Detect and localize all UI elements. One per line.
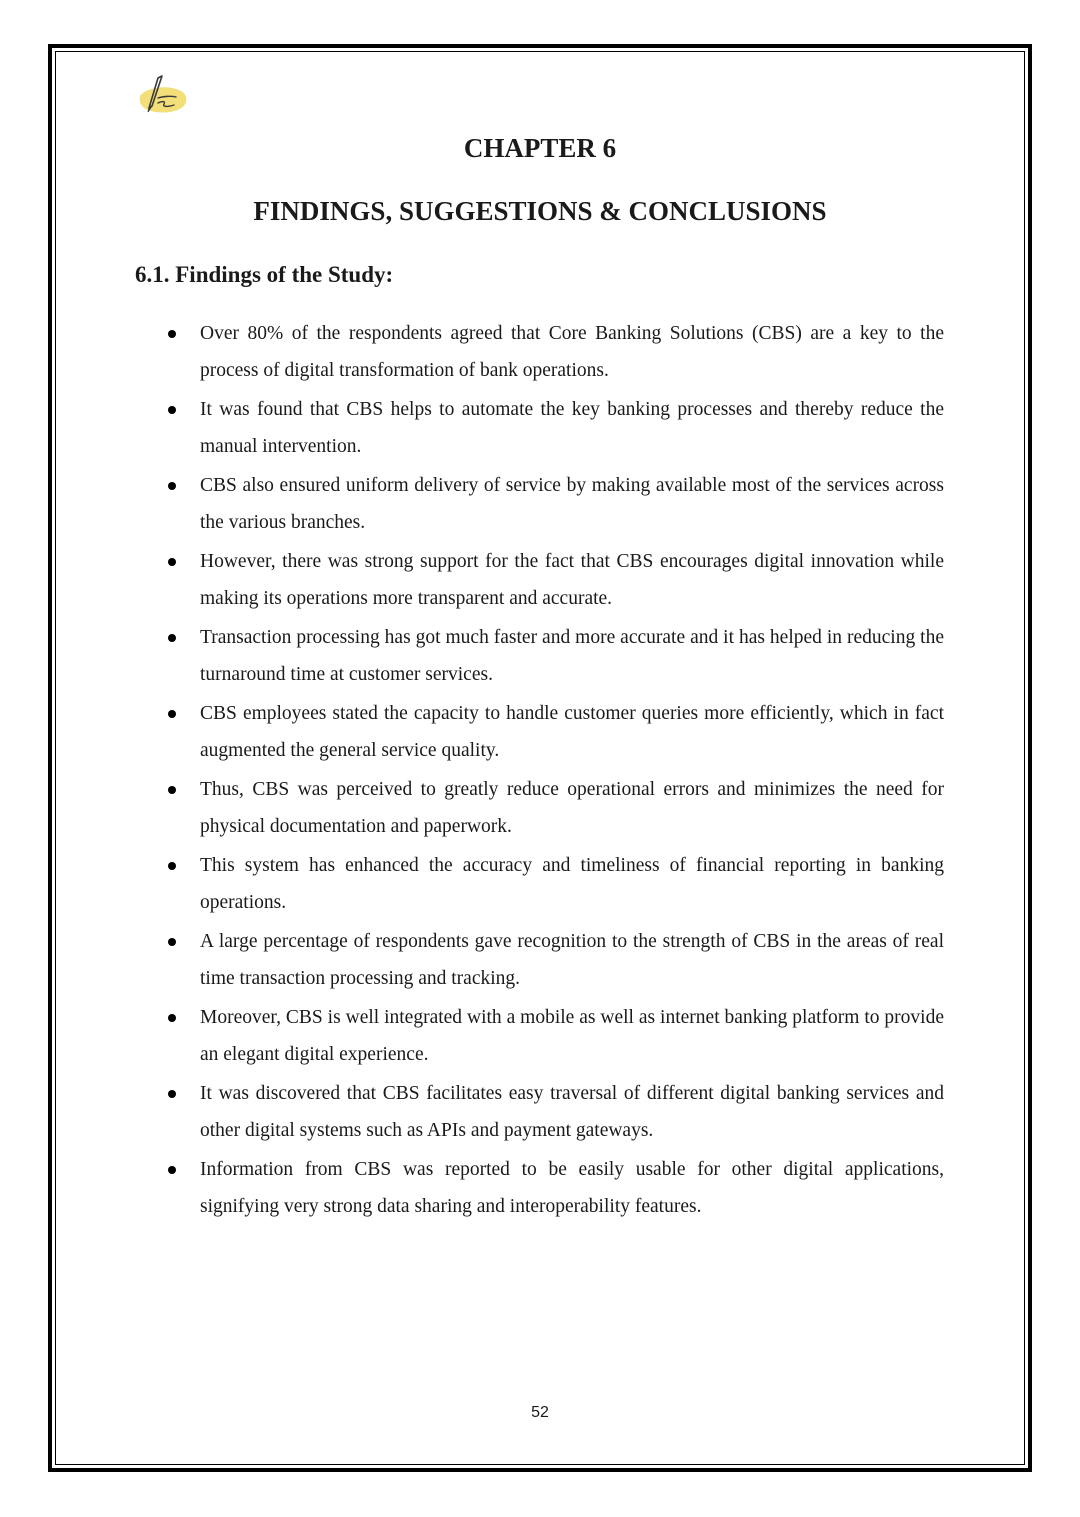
list-item <box>0 999 944 1073</box>
bullet-icon <box>168 786 176 794</box>
finding-text: Over 80% of the respondents agreed that Core Banking Solutions (CBS) are a key to the process of digital transformation of bank operations. <box>200 323 944 381</box>
findings-list <box>0 315 1080 1227</box>
bullet-icon <box>168 862 176 870</box>
list-item <box>0 315 944 389</box>
finding-text: CBS employees stated the capacity to handle customer queries more efficiently, which in fact augmented the general service quality. <box>200 703 944 761</box>
pen-on-paper-icon <box>136 70 192 120</box>
finding-text: It was found that CBS helps to automate the key banking processes and thereby reduce the manual intervention. <box>200 399 944 457</box>
section-heading: 6.1. Findings of the Study: <box>135 262 394 287</box>
list-item <box>0 1151 944 1225</box>
bullet-icon <box>168 558 176 566</box>
bullet-icon <box>168 1166 176 1174</box>
list-item <box>0 1075 944 1149</box>
page-number: 52 <box>531 1404 549 1421</box>
list-item <box>0 771 944 845</box>
bullet-icon <box>168 634 176 642</box>
list-item <box>0 847 944 921</box>
list-item <box>0 543 944 617</box>
list-item <box>0 695 944 769</box>
finding-text: This system has enhanced the accuracy and timeliness of financial reporting in banking operations. <box>200 855 944 913</box>
bullet-icon <box>168 1014 176 1022</box>
finding-text: CBS also ensured uniform delivery of service by making available most of the services across the various branches. <box>200 475 944 533</box>
bullet-icon <box>168 482 176 490</box>
bullet-icon <box>168 1090 176 1098</box>
list-item <box>0 467 944 541</box>
finding-text: Information from CBS was reported to be easily usable for other digital applications, signifying very strong data sharing and interoperability features. <box>200 1159 944 1217</box>
list-item <box>0 391 944 465</box>
finding-text: It was discovered that CBS facilitates easy traversal of different digital banking services and other digital systems such as APIs and payment gateways. <box>200 1083 944 1141</box>
finding-text: A large percentage of respondents gave recognition to the strength of CBS in the areas of real time transaction processing and tracking. <box>200 931 944 989</box>
bullet-icon <box>168 938 176 946</box>
finding-text: However, there was strong support for the fact that CBS encourages digital innovation while making its operations more transparent and accurate. <box>200 551 944 609</box>
list-item <box>0 923 944 997</box>
chapter-label: CHAPTER 6 <box>463 133 617 163</box>
bullet-icon <box>168 406 176 414</box>
list-item <box>0 619 944 693</box>
bullet-icon <box>168 330 176 338</box>
finding-text: Transaction processing has got much faster and more accurate and it has helped in reducing the turnaround time at customer services. <box>200 627 944 685</box>
bullet-icon <box>168 710 176 718</box>
finding-text: Moreover, CBS is well integrated with a mobile as well as internet banking platform to provide an elegant digital experience. <box>200 1007 944 1065</box>
finding-text: Thus, CBS was perceived to greatly reduce operational errors and minimizes the need for physical documentation and paperwork. <box>200 779 944 837</box>
chapter-title: FINDINGS, SUGGESTIONS & CONCLUSIONS <box>253 196 827 226</box>
